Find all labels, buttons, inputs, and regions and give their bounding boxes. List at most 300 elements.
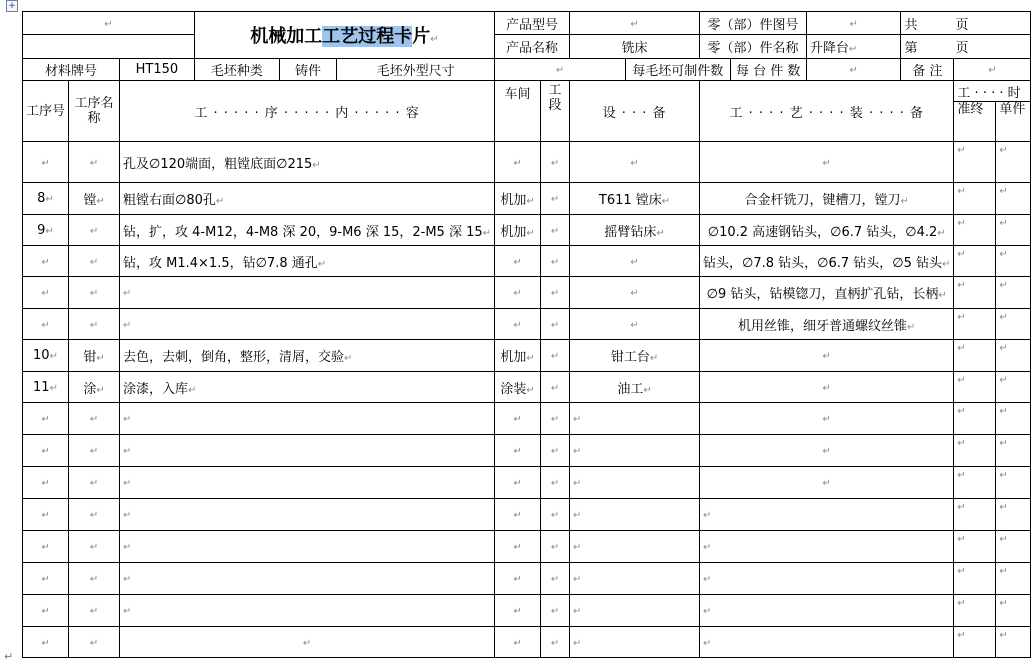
blank-name[interactable] xyxy=(69,627,120,658)
paragraph-mark-icon xyxy=(90,226,98,237)
step-equipment-text: 油工 xyxy=(617,381,644,397)
paragraph-mark-icon xyxy=(96,196,104,207)
paragraph-mark-icon xyxy=(551,351,559,362)
blank-name[interactable] xyxy=(69,563,120,595)
step-seq[interactable] xyxy=(23,277,69,309)
paragraph-mark-icon xyxy=(999,218,1007,229)
step-equipment[interactable] xyxy=(570,183,700,215)
paragraph-mark-icon xyxy=(573,446,581,457)
step-unit-time[interactable] xyxy=(996,246,1031,277)
table-row xyxy=(23,215,1031,246)
step-seq[interactable] xyxy=(23,372,69,403)
paragraph-mark-icon xyxy=(703,510,711,521)
blank-content[interactable] xyxy=(120,435,495,467)
paragraph-mark-icon xyxy=(938,290,946,301)
header-blank-cell[interactable] xyxy=(23,12,195,35)
blank-prep-time[interactable] xyxy=(954,467,996,499)
step-equipment[interactable] xyxy=(570,309,700,340)
step-seq[interactable] xyxy=(23,142,69,183)
step-tooling[interactable] xyxy=(700,183,954,215)
part-name-value[interactable]: 升降台↵ xyxy=(806,35,901,59)
step-prep-time[interactable] xyxy=(954,215,996,246)
step-tooling[interactable] xyxy=(700,340,954,372)
step-section[interactable] xyxy=(541,372,570,403)
paragraph-mark-icon xyxy=(50,383,58,394)
step-tooling-text: ∅9 钻头，钻模锪刀，直柄扩孔钻，长柄 xyxy=(706,287,939,302)
paragraph-mark-icon xyxy=(90,638,98,649)
step-workshop[interactable] xyxy=(495,372,541,403)
step-seq-text: 9 xyxy=(37,222,46,238)
step-seq[interactable] xyxy=(23,309,69,340)
step-workshop[interactable] xyxy=(495,277,541,309)
blank-seq[interactable] xyxy=(23,627,69,658)
step-seq-text: 10 xyxy=(33,348,50,363)
paragraph-mark-icon xyxy=(90,158,98,169)
paragraph-mark-icon xyxy=(573,414,581,425)
step-workshop[interactable] xyxy=(495,246,541,277)
paragraph-mark-icon xyxy=(41,638,49,649)
remark-value[interactable] xyxy=(954,59,1031,81)
step-content[interactable] xyxy=(120,372,495,403)
paragraph-mark-icon xyxy=(123,574,131,585)
step-tooling[interactable] xyxy=(700,246,954,277)
paragraph-mark-icon xyxy=(957,145,965,156)
paragraph-mark-icon xyxy=(90,288,98,299)
blank-content[interactable] xyxy=(120,403,495,435)
table-row xyxy=(23,309,1031,340)
step-content[interactable] xyxy=(120,142,495,183)
paragraph-mark-icon xyxy=(957,470,965,481)
paragraph-mark-icon xyxy=(907,322,915,333)
blank-content[interactable] xyxy=(120,531,495,563)
step-seq-text: 11 xyxy=(33,379,50,395)
blank-seq[interactable] xyxy=(23,563,69,595)
paragraph-mark-icon xyxy=(573,542,581,553)
col-header-prep-time: 准终 xyxy=(954,102,996,142)
blank-seq[interactable] xyxy=(23,467,69,499)
step-seq[interactable] xyxy=(23,340,69,372)
blank-workshop[interactable] xyxy=(495,627,541,658)
blank-unit-time[interactable] xyxy=(996,467,1031,499)
paragraph-mark-icon xyxy=(312,160,320,171)
step-prep-time[interactable] xyxy=(954,246,996,277)
step-prep-time[interactable] xyxy=(954,142,996,183)
col-header-content: 工 · · · · · 序 · · · · · 内 · · · · · 容 xyxy=(120,81,495,142)
paragraph-mark-icon xyxy=(123,478,131,489)
paragraph-mark-icon xyxy=(90,606,98,617)
step-equipment[interactable] xyxy=(570,142,700,183)
step-seq[interactable] xyxy=(23,246,69,277)
col-header-seq: 工序号 xyxy=(23,81,69,142)
blank-equipment[interactable] xyxy=(570,627,700,658)
blank-tooling[interactable] xyxy=(700,595,954,627)
step-workshop-text: 涂装 xyxy=(500,381,527,397)
step-section[interactable] xyxy=(541,215,570,246)
paragraph-mark-icon xyxy=(551,288,559,299)
paragraph-mark-icon xyxy=(703,606,711,617)
step-prep-time[interactable] xyxy=(954,277,996,309)
step-workshop-text: 机加 xyxy=(500,350,527,365)
blank-workshop[interactable] xyxy=(495,563,541,595)
paragraph-mark-icon xyxy=(123,542,131,553)
part-drawing-value[interactable] xyxy=(806,12,901,35)
step-tooling[interactable] xyxy=(700,372,954,403)
blank-unit-time[interactable] xyxy=(996,499,1031,531)
paragraph-mark-icon xyxy=(551,383,559,394)
blank-prep-time[interactable] xyxy=(954,531,996,563)
blank-workshop[interactable] xyxy=(495,435,541,467)
step-section[interactable] xyxy=(541,246,570,277)
product-model-label: 产品型号 xyxy=(495,12,570,35)
blank-section[interactable] xyxy=(541,627,570,658)
step-prep-time[interactable] xyxy=(954,340,996,372)
blank-name[interactable] xyxy=(69,435,120,467)
paragraph-mark-icon xyxy=(957,534,965,545)
step-tooling[interactable] xyxy=(700,277,954,309)
step-content[interactable] xyxy=(120,183,495,215)
blank-prep-time[interactable] xyxy=(954,627,996,658)
step-section[interactable] xyxy=(541,277,570,309)
paragraph-mark-icon xyxy=(513,542,521,553)
step-equipment-text: 摇臂钻床 xyxy=(604,224,657,240)
blank-prep-time[interactable] xyxy=(954,435,996,467)
blank-seq[interactable] xyxy=(23,531,69,563)
step-name[interactable] xyxy=(69,215,120,246)
blank-seq[interactable] xyxy=(23,499,69,531)
blank-unit-time[interactable] xyxy=(996,563,1031,595)
remark-label: 备 注 xyxy=(901,59,954,81)
step-workshop[interactable] xyxy=(495,183,541,215)
paragraph-mark-icon xyxy=(573,638,581,649)
table-row xyxy=(23,435,1031,467)
paragraph-mark-icon xyxy=(526,228,534,239)
paragraph-mark-icon xyxy=(41,414,49,425)
step-unit-time[interactable] xyxy=(996,277,1031,309)
material-value[interactable]: HT150 xyxy=(120,59,195,81)
paragraph-mark-icon xyxy=(630,257,638,268)
paragraph-mark-icon xyxy=(513,257,521,268)
paragraph-mark-icon xyxy=(90,320,98,331)
blank-content[interactable] xyxy=(120,627,495,658)
step-equipment[interactable] xyxy=(570,215,700,246)
paragraph-mark-icon xyxy=(551,194,559,205)
blank-name[interactable] xyxy=(69,499,120,531)
paragraph-mark-icon xyxy=(999,598,1007,609)
col-header-time: 工 · · · · 时 xyxy=(954,81,1031,102)
paragraph-mark-icon xyxy=(188,385,196,396)
paragraph-mark-icon xyxy=(123,320,131,331)
table-row xyxy=(23,142,1031,183)
table-row xyxy=(23,246,1031,277)
document-title[interactable]: 机械加工工艺过程卡片↵ xyxy=(194,12,494,59)
paragraph-mark-icon xyxy=(41,574,49,585)
step-workshop[interactable] xyxy=(495,340,541,372)
blank-prep-time[interactable] xyxy=(954,499,996,531)
step-unit-time[interactable] xyxy=(996,142,1031,183)
col-header-tooling: 工 · · · · 艺 · · · · 装 · · · · 备 xyxy=(700,81,954,142)
blank-workshop[interactable] xyxy=(495,467,541,499)
paragraph-mark-icon xyxy=(999,534,1007,545)
paragraph-mark-icon xyxy=(823,158,831,169)
part-name-label: 零（部）件名称 xyxy=(700,35,807,59)
paragraph-mark-icon xyxy=(513,414,521,425)
step-section[interactable] xyxy=(541,309,570,340)
paragraph-mark-icon xyxy=(41,257,49,268)
paragraph-mark-icon xyxy=(656,228,664,239)
paragraph-mark-icon xyxy=(123,606,131,617)
blank-tooling[interactable] xyxy=(700,499,954,531)
paragraph-mark-icon xyxy=(45,226,53,237)
paragraph-mark-icon xyxy=(551,320,559,331)
step-workshop[interactable] xyxy=(495,215,541,246)
blank-prep-time[interactable] xyxy=(954,563,996,595)
blank-section[interactable] xyxy=(541,467,570,499)
step-section[interactable] xyxy=(541,340,570,372)
blank-content[interactable] xyxy=(120,595,495,627)
paragraph-mark-icon xyxy=(999,343,1007,354)
blank-content[interactable] xyxy=(120,563,495,595)
blank-type-value[interactable]: 铸件 xyxy=(279,59,337,81)
paragraph-mark-icon xyxy=(999,502,1007,513)
step-unit-time[interactable] xyxy=(996,309,1031,340)
blank-name[interactable] xyxy=(69,595,120,627)
blank-size-label: 毛坯外型尺寸 xyxy=(337,59,495,81)
page-number-cell[interactable]: 第 页 xyxy=(901,35,1031,59)
paragraph-mark-icon xyxy=(551,446,559,457)
paragraph-mark-icon xyxy=(957,375,965,386)
product-name-label: 产品名称 xyxy=(495,35,570,59)
step-workshop-text: 机加 xyxy=(500,193,527,208)
step-equipment[interactable] xyxy=(570,372,700,403)
paragraph-mark-icon xyxy=(90,414,98,425)
paragraph-mark-icon xyxy=(483,228,491,239)
paragraph-mark-icon xyxy=(526,385,534,396)
paragraph-mark-icon xyxy=(551,478,559,489)
blank-content[interactable] xyxy=(120,467,495,499)
blank-unit-time[interactable] xyxy=(996,435,1031,467)
blank-prep-time[interactable] xyxy=(954,403,996,435)
blank-prep-time[interactable] xyxy=(954,595,996,627)
blank-workshop[interactable] xyxy=(495,531,541,563)
paragraph-mark-icon xyxy=(551,414,559,425)
blank-unit-time[interactable] xyxy=(996,531,1031,563)
paragraph-mark-icon xyxy=(96,385,104,396)
table-row xyxy=(23,467,1031,499)
paragraph-mark-icon xyxy=(513,478,521,489)
paragraph-mark-icon xyxy=(513,606,521,617)
step-name[interactable] xyxy=(69,183,120,215)
step-unit-time[interactable] xyxy=(996,340,1031,372)
step-prep-time[interactable] xyxy=(954,183,996,215)
blank-equipment[interactable] xyxy=(570,403,700,435)
paragraph-mark-icon xyxy=(45,194,53,205)
paragraph-mark-icon xyxy=(41,320,49,331)
step-seq[interactable] xyxy=(23,183,69,215)
step-content-text: 孔及∅120端面，粗镗底面∅215 xyxy=(123,156,313,172)
table-row xyxy=(23,563,1031,595)
paragraph-mark-icon xyxy=(823,414,831,425)
paragraph-mark-icon xyxy=(573,606,581,617)
paragraph-mark-icon xyxy=(957,598,965,609)
paragraph-mark-icon xyxy=(573,510,581,521)
blank-equipment[interactable] xyxy=(570,435,700,467)
part-drawing-label: 零（部）件图号 xyxy=(700,12,807,35)
blank-tooling[interactable] xyxy=(700,531,954,563)
blank-content[interactable] xyxy=(120,499,495,531)
paragraph-mark-icon xyxy=(513,510,521,521)
table-row xyxy=(23,595,1031,627)
paragraph-mark-icon xyxy=(662,196,670,207)
table-row xyxy=(23,403,1031,435)
paragraph-mark-icon xyxy=(513,320,521,331)
step-seq[interactable] xyxy=(23,215,69,246)
paragraph-mark-icon xyxy=(999,249,1007,260)
table-row xyxy=(23,499,1031,531)
paragraph-mark-icon xyxy=(999,186,1007,197)
step-section[interactable] xyxy=(541,183,570,215)
blank-section[interactable] xyxy=(541,595,570,627)
table-row xyxy=(23,531,1031,563)
step-section[interactable] xyxy=(541,142,570,183)
paragraph-mark-icon xyxy=(513,574,521,585)
paragraph-end-icon: ↵ xyxy=(4,650,14,663)
blank-section[interactable] xyxy=(541,531,570,563)
step-name[interactable] xyxy=(69,246,120,277)
blank-tooling[interactable] xyxy=(700,435,954,467)
step-name[interactable] xyxy=(69,277,120,309)
step-name[interactable] xyxy=(69,340,120,372)
paragraph-mark-icon xyxy=(41,606,49,617)
paragraph-mark-icon xyxy=(90,446,98,457)
step-prep-time[interactable] xyxy=(954,372,996,403)
blank-unit-time[interactable] xyxy=(996,595,1031,627)
step-content[interactable] xyxy=(120,215,495,246)
step-name[interactable] xyxy=(69,372,120,403)
paragraph-mark-icon xyxy=(551,226,559,237)
blank-tooling[interactable] xyxy=(700,563,954,595)
blank-workshop[interactable] xyxy=(495,403,541,435)
blank-name[interactable] xyxy=(69,467,120,499)
blank-tooling[interactable] xyxy=(700,403,954,435)
table-anchor-icon[interactable]: + xyxy=(6,0,18,12)
blank-unit-time[interactable] xyxy=(996,627,1031,658)
blank-seq[interactable] xyxy=(23,403,69,435)
step-workshop[interactable] xyxy=(495,309,541,340)
step-name[interactable] xyxy=(69,309,120,340)
paragraph-mark-icon xyxy=(573,478,581,489)
blank-tooling[interactable] xyxy=(700,627,954,658)
paragraph-mark-icon xyxy=(823,478,831,489)
blank-section[interactable] xyxy=(541,435,570,467)
paragraph-mark-icon xyxy=(957,566,965,577)
paragraph-mark-icon xyxy=(551,542,559,553)
table-row xyxy=(23,277,1031,309)
blank-size-value[interactable] xyxy=(495,59,626,81)
blank-name[interactable] xyxy=(69,403,120,435)
step-content[interactable] xyxy=(120,277,495,309)
step-tooling[interactable] xyxy=(700,215,954,246)
paragraph-mark-icon xyxy=(957,630,965,641)
blank-equipment[interactable] xyxy=(570,499,700,531)
header-blank-cell-2 xyxy=(23,35,195,59)
step-equipment-text: T611 镗床 xyxy=(598,193,662,208)
paragraph-mark-icon xyxy=(123,288,131,299)
step-tooling[interactable] xyxy=(700,309,954,340)
table-row xyxy=(23,340,1031,372)
paragraph-mark-icon xyxy=(999,312,1007,323)
step-content[interactable] xyxy=(120,309,495,340)
step-unit-time[interactable] xyxy=(996,372,1031,403)
step-workshop[interactable] xyxy=(495,142,541,183)
paragraph-mark-icon xyxy=(96,353,104,364)
blank-unit-time[interactable] xyxy=(996,403,1031,435)
paragraph-mark-icon xyxy=(123,510,131,521)
step-equipment[interactable] xyxy=(570,277,700,309)
paragraph-mark-icon xyxy=(957,312,965,323)
blank-equipment[interactable] xyxy=(570,595,700,627)
blank-seq[interactable] xyxy=(23,435,69,467)
paragraph-mark-icon xyxy=(937,228,945,239)
step-prep-time[interactable] xyxy=(954,309,996,340)
step-content[interactable] xyxy=(120,340,495,372)
paragraph-mark-icon xyxy=(90,510,98,521)
step-unit-time[interactable] xyxy=(996,215,1031,246)
blank-section[interactable] xyxy=(541,403,570,435)
paragraph-mark-icon xyxy=(123,414,131,425)
blank-seq[interactable] xyxy=(23,595,69,627)
blank-tooling[interactable] xyxy=(700,467,954,499)
col-header-equipment: 设 · · · 备 xyxy=(570,81,700,142)
per-unit-value[interactable] xyxy=(806,59,901,81)
blank-section[interactable] xyxy=(541,499,570,531)
step-unit-time[interactable] xyxy=(996,183,1031,215)
step-equipment[interactable] xyxy=(570,340,700,372)
paragraph-mark-icon xyxy=(957,502,965,513)
product-model-value[interactable] xyxy=(570,12,700,35)
paragraph-mark-icon xyxy=(999,438,1007,449)
blank-name[interactable] xyxy=(69,531,120,563)
paragraph-mark-icon xyxy=(513,288,521,299)
paragraph-mark-icon xyxy=(901,196,909,207)
step-content-text: 去色，去刺，倒角，整形，清屑，交验 xyxy=(123,350,345,365)
paragraph-mark-icon xyxy=(318,259,326,270)
step-content-text: 钻，扩，攻 4-M12，4-M8 深 20，9-M6 深 15，2-M5 深 15 xyxy=(123,224,483,240)
table-row xyxy=(23,372,1031,403)
total-pages-cell[interactable]: 共 页 xyxy=(901,12,1031,35)
step-seq-text: 8 xyxy=(37,191,46,206)
step-content[interactable] xyxy=(120,246,495,277)
product-name-value[interactable]: 铣床 xyxy=(570,35,700,59)
step-tooling[interactable] xyxy=(700,142,954,183)
blank-workshop[interactable] xyxy=(495,499,541,531)
paragraph-mark-icon xyxy=(630,320,638,331)
paragraph-mark-icon xyxy=(551,606,559,617)
paragraph-mark-icon xyxy=(526,196,534,207)
step-content-text: 粗镗右面∅80孔 xyxy=(123,193,216,208)
blank-equipment[interactable] xyxy=(570,531,700,563)
step-workshop-text: 机加 xyxy=(500,224,527,240)
col-header-name: 工序名称 xyxy=(69,81,120,142)
blank-equipment[interactable] xyxy=(570,563,700,595)
paragraph-mark-icon xyxy=(703,542,711,553)
blank-workshop[interactable] xyxy=(495,595,541,627)
step-name-text: 涂 xyxy=(83,381,97,397)
step-name[interactable] xyxy=(69,142,120,183)
step-equipment[interactable] xyxy=(570,246,700,277)
blank-section[interactable] xyxy=(541,563,570,595)
paragraph-mark-icon xyxy=(630,158,638,169)
blank-equipment[interactable] xyxy=(570,467,700,499)
